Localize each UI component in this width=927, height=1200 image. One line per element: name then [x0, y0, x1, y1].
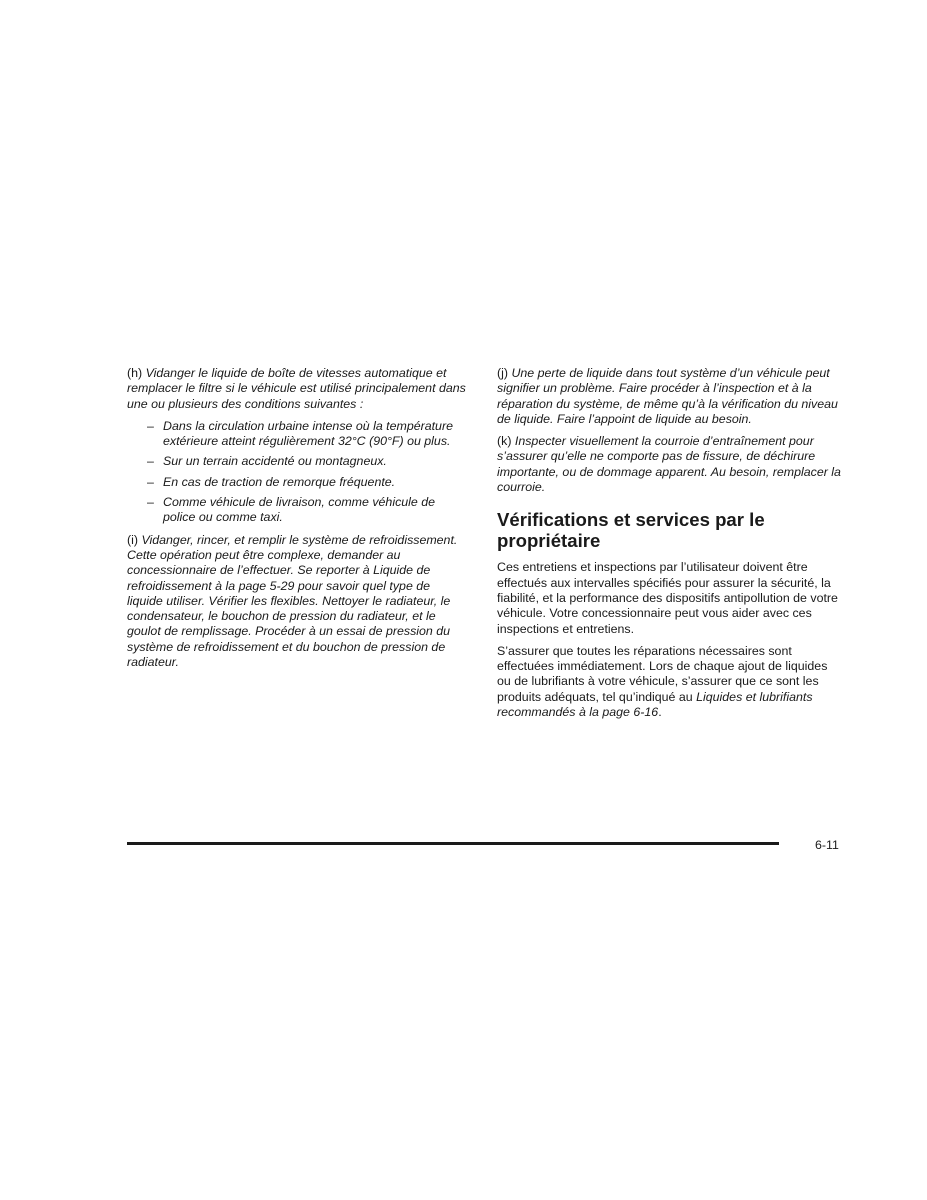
- paragraph-h-text: Vidanger le liquide de boîte de vitesses automatique et remplacer le filtre si le véhicule est utilisé principalement dans une ou plusieurs des conditions suivantes :: [127, 366, 466, 411]
- paragraph-j-label: (j): [497, 366, 509, 380]
- list-item: – Dans la circulation urbaine intense où la température extérieure atteint régulièrement 32°C (90°F) ou plus.: [147, 418, 453, 449]
- paragraph-i-label: (i): [127, 532, 139, 547]
- left-column: [127, 366, 469, 677]
- page-number: 6-11: [815, 838, 839, 852]
- list-item-text: En cas de traction de remorque fréquente.: [163, 474, 396, 489]
- fluids-reference-link: Liquides et lubrifiants recommandés à la page 6-16: [497, 689, 813, 720]
- section-heading: Vérifications et services par le propriétaire: [497, 509, 765, 552]
- owner-paragraph-2-end: .: [658, 705, 662, 720]
- paragraph-i: [127, 533, 469, 671]
- paragraph-j: [497, 366, 842, 427]
- list-item: – En cas de traction de remorque fréquente.: [147, 474, 396, 489]
- right-column: [497, 366, 842, 727]
- paragraph-k-label: (k): [497, 434, 512, 449]
- owner-paragraph-2-text: S’assurer que toutes les réparations nécessaires sont effectuées immédiatement. Lors de chaque ajout de liquides ou de lubrifiants à votre véhicule, s’assurer que ce sont les produits adéquats, tel qu’indiqué au: [497, 643, 828, 704]
- list-item-text: Sur un terrain accidenté ou montagneux.: [163, 454, 387, 469]
- owner-paragraph-2: [497, 644, 842, 720]
- conditions-list: [127, 419, 469, 526]
- footer-rule: [127, 842, 779, 845]
- paragraph-i-text: Vidanger, rincer, et remplir le système de refroidissement. Cette opération peut être complexe, demander au concessionnaire de l’effectuer. Se reporter à Liquide de refroidissement à la page 5-29 pour savoir quel type de liquide utiliser. Vérifier les flexibles. Nettoyer le radiateur, le condensateur, le bouchon de pression du radiateur, et le goulot de remplissage. Procéder à un essai de pression du système de refroidissement et du bouchon de pression de radiateur.: [127, 532, 458, 670]
- list-item-text: Dans la circulation urbaine intense où la température extérieure atteint régulièrement 32°C (90°F) ou plus.: [163, 418, 453, 449]
- list-item: – Sur un terrain accidenté ou montagneux.: [147, 454, 387, 469]
- paragraph-h-label: (h): [127, 366, 143, 380]
- list-item-text: Comme véhicule de livraison, comme véhicule de police ou comme taxi.: [163, 495, 436, 525]
- paragraph-j-text: Une perte de liquide dans tout système d’un véhicule peut signifier un problème. Faire procéder à l’inspection et à la réparation du système, de même qu’à la vérification du niveau de liquide. Faire l’appoint de liquide au besoin.: [497, 366, 838, 426]
- paragraph-h: [127, 366, 469, 412]
- paragraph-k: [497, 434, 842, 495]
- list-item: – Comme véhicule de livraison, comme véhicule de police ou comme taxi.: [147, 495, 436, 525]
- owner-paragraph-1: Ces entretiens et inspections par l’utilisateur doivent être effectués aux intervalles spécifiés pour assurer la sécurité, la fiabilité, et la performance des dispositifs antipollution de votre véhicule. Votre concessionnaire peut vous aider avec ces inspections et entretiens.: [497, 560, 838, 636]
- paragraph-k-text: Inspecter visuellement la courroie d’entraînement pour s’assurer qu’elle ne comporte pas de fissure, de déchirure importante, ou de dommage apparent. Au besoin, remplacer la courroie.: [497, 434, 841, 495]
